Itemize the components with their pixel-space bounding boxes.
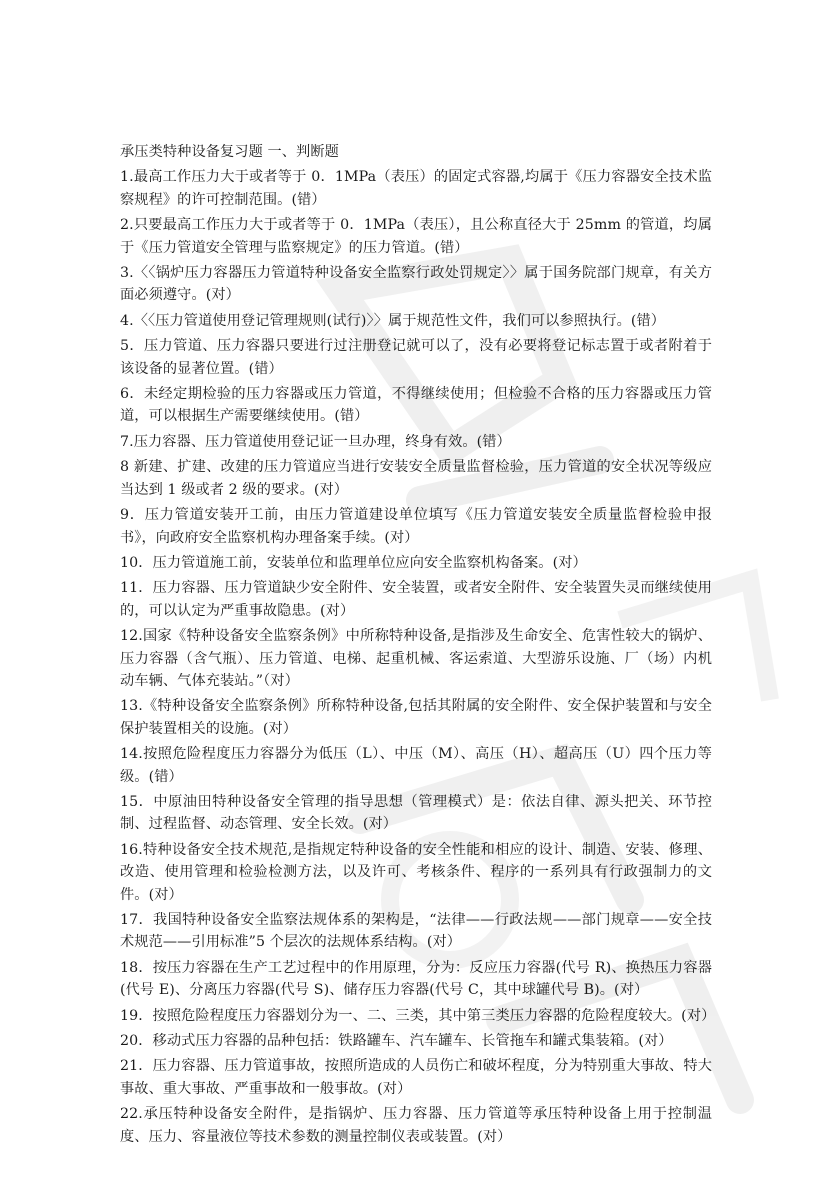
question-21: 21．压力容器、压力管道事故，按照所造成的人员伤亡和破坏程度，分为特别重大事故、特大事故、重大事故、严重事故和一般事故。(对） [120, 1058, 712, 1097]
question-15: 15．中原油田特种设备安全管理的指导思想（管理模式）是：依法自律、源头把关、环节控制、过程监督、动态管理、安全长效。(对） [120, 793, 712, 833]
document-title: 承压类特种设备复习题 一、判断题 [120, 144, 339, 160]
question-6: 6．未经定期检验的压力容器或压力管道，不得继续使用；但检验不合格的压力容器或压力管道，可以根据生产需要继续使用。(错） [120, 386, 712, 425]
question-1: 1.最高工作压力大于或者等于 0．1MPa（表压）的固定式容器,均属于《压力容器安全技术监察规程》的许可控制范围。(错） [120, 169, 712, 208]
question-4: 4.〈〈压力管道使用登记管理规则(试行)〉〉属于规范性文件，我们可以参照执行。(错） [120, 312, 666, 329]
question-13: 13.《特种设备安全监察条例》所称特种设备,包括其附属的安全附件、安全保护装置和与安全保护装置相关的设施。(对） [120, 698, 712, 737]
document-body [120, 141, 716, 1151]
question-7: 7.压力容器、压力管道使用登记证一旦办理，终身有效。(错） [120, 433, 511, 450]
question-9: 9．压力管道安装开工前，由压力管道建设单位填写《压力管道安装安全质量监督检验申报书》，向政府安全监察机构办理备案手续。(对） [120, 507, 712, 546]
question-2: 2.只要最高工作压力大于或者等于 0．1MPa（表压），且公称直径大于 25mm 的管道，均属于《压力管道安全管理与监察规定》的压力管道。(错） [120, 217, 712, 256]
question-5: 5．压力管道、压力容器只要进行过注册登记就可以了，没有必要将登记标志置于或者附着于该设备的显著位置。(错） [120, 338, 712, 377]
question-14: 14.按照危险程度压力容器分为低压（L）、中压（M）、高压（H）、超高压（U）四个压力等级。(错） [120, 746, 712, 785]
question-16: 16.特种设备安全技术规范,是指规定特种设备的安全性能和相应的设计、制造、安装、修理、改造、使用管理和检验检测方法，以及许可、考核条件、程序的一系列具有行政强制力的文件。(对） [120, 841, 712, 903]
question-12: 12.国家《特种设备安全监察条例》中所称特种设备,是指涉及生命安全、危害性较大的锅炉、压力容器（含气瓶）、压力管道、电梯、起重机械、客运索道、大型游乐设施、厂（场）内机动车辆、气体充装站。”（对） [120, 628, 712, 689]
question-17: 17．我国特种设备安全监察法规体系的架构是，“法律——行政法规——部门规章——安全技术规范——引用标准”5 个层次的法规体系结构。(对） [120, 912, 712, 951]
question-19: 19．按照危险程度压力容器划分为一、二、三类，其中第三类压力容器的危险程度较大。(对） [120, 1007, 716, 1024]
question-10: 10．压力管道施工前，安装单位和监理单位应向安全监察机构备案。(对） [120, 554, 587, 571]
question-20: 20．移动式压力容器的品种包括：铁路罐车、汽车罐车、长管拖车和罐式集装箱。(对） [120, 1033, 673, 1050]
question-18: 18．按压力容器在生产工艺过程中的作用原理，分为：反应压力容器(代号 R)、换热压力容器(代号 E)、分离压力容器(代号 S)、储存压力容器(代号 C，其中球罐代号 B)。(对） [120, 959, 712, 999]
question-22: 22.承压特种设备安全附件，是指锅炉、压力容器、压力管道等承压特种设备上用于控制温度、压力、容量液位等技术参数的测量控制仪表或装置。(对） [120, 1106, 712, 1145]
question-3: 3.〈〈锅炉压力容器压力管道特种设备安全监察行政处罚规定〉〉属于国务院部门规章，有关方面必须遵守。(对） [120, 265, 712, 304]
question-8: 8 新建、扩建、改建的压力管道应当进行安装安全质量监督检验，压力管道的安全状况等级应当达到 1 级或者 2 级的要求。(对） [120, 459, 712, 498]
question-11: 11．压力容器、压力管道缺少安全附件、安全装置，或者安全附件、安全装置失灵而继续使用的，可以认定为严重事故隐患。(对） [120, 580, 712, 619]
